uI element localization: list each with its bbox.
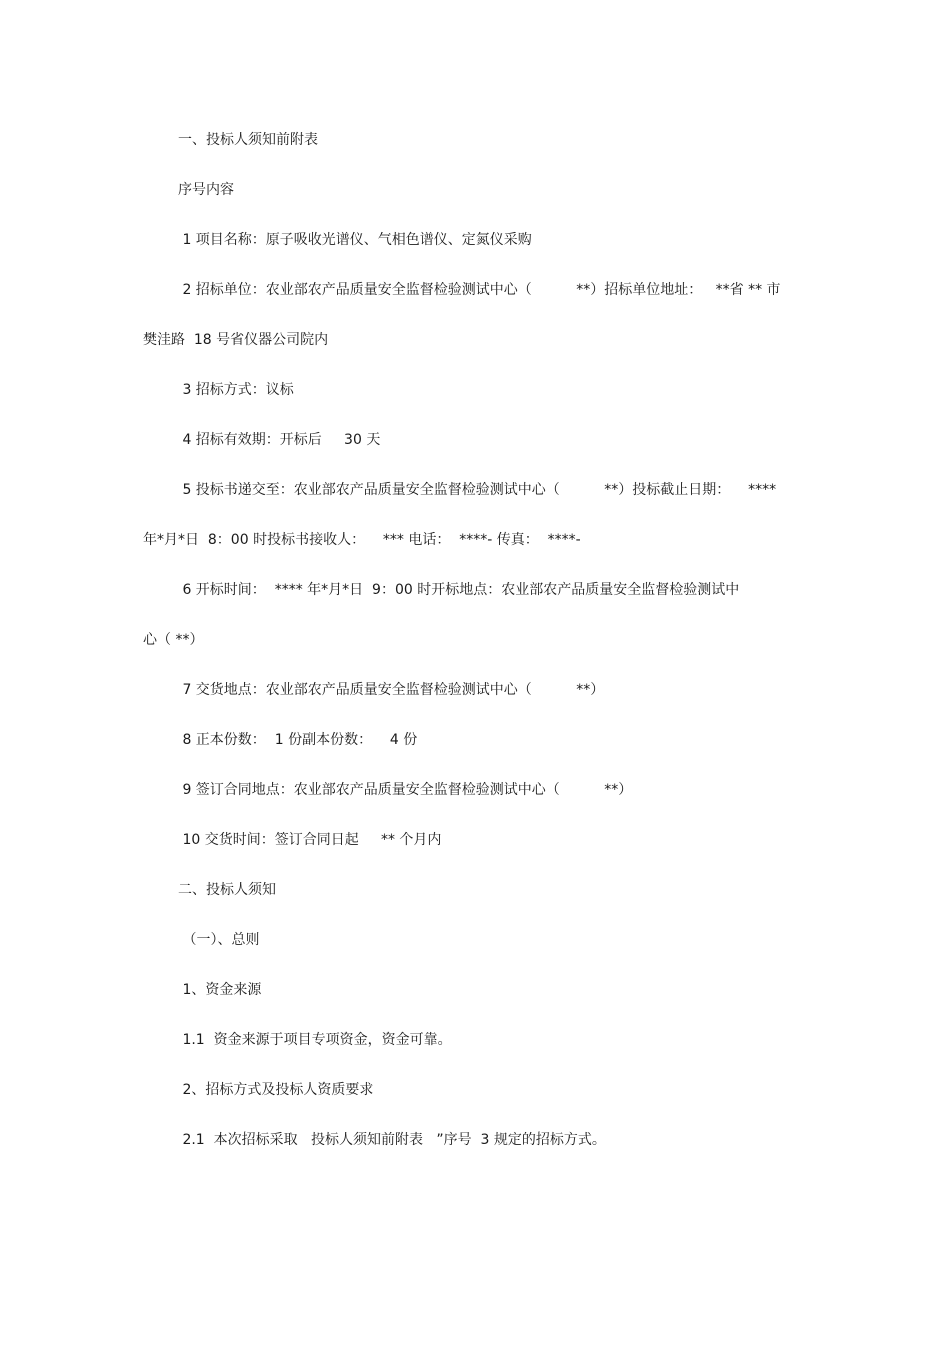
table-header: 序号内容 <box>178 182 234 198</box>
item-8-copies: 8 正本份数： 1 份副本份数： 4 份 <box>178 732 418 748</box>
clause-1-1-text: 1.1 资金来源于项目专项资金，资金可靠。 <box>178 1032 452 1048</box>
clause-2-method-qualification: 2、招标方式及投标人资质要求 <box>178 1082 374 1098</box>
subsection-general: （一）、总则 <box>178 932 260 948</box>
clause-2-1-text: 2.1 本次招标采取 投标人须知前附表 ”序号 3 规定的招标方式。 <box>178 1132 606 1148</box>
item-9-contract-location: 9 签订合同地点：农业部农产品质量安全监督检验测试中心（ **） <box>178 782 633 798</box>
clause-1-funding-source: 1、资金来源 <box>178 982 262 998</box>
item-1-project-name: 1 项目名称：原子吸收光谱仪、气相色谱仪、定氮仪采购 <box>178 232 532 248</box>
item-5-submission: 5 投标书递交至：农业部农产品质量安全监督检验测试中心（ **）投标截止日期： **** <box>178 482 777 498</box>
section-heading-pre-table: 一、投标人须知前附表 <box>178 132 318 148</box>
item-6-location-continued: 心（ **） <box>143 632 204 648</box>
item-10-delivery-time: 10 交货时间：签订合同日起 ** 个月内 <box>178 832 442 848</box>
section-heading-instructions: 二、投标人须知 <box>178 882 276 898</box>
item-2-bidding-unit: 2 招标单位：农业部农产品质量安全监督检验测试中心（ **）招标单位地址： **省 ** 市 <box>178 282 781 298</box>
item-4-validity-period: 4 招标有效期：开标后 30 天 <box>178 432 381 448</box>
item-6-opening-time: 6 开标时间： **** 年*月*日 9：00 时开标地点：农业部农产品质量安全监督检验测试中 <box>178 582 740 598</box>
item-7-delivery-location: 7 交货地点：农业部农产品质量安全监督检验测试中心（ **） <box>178 682 605 698</box>
item-2-address-continued: 樊洼路 18 号省仪器公司院内 <box>143 332 329 348</box>
item-3-bidding-method: 3 招标方式：议标 <box>178 382 294 398</box>
item-5-deadline-continued: 年*月*日 8：00 时投标书接收人： *** 电话： ****- 传真： ****- <box>143 532 581 548</box>
